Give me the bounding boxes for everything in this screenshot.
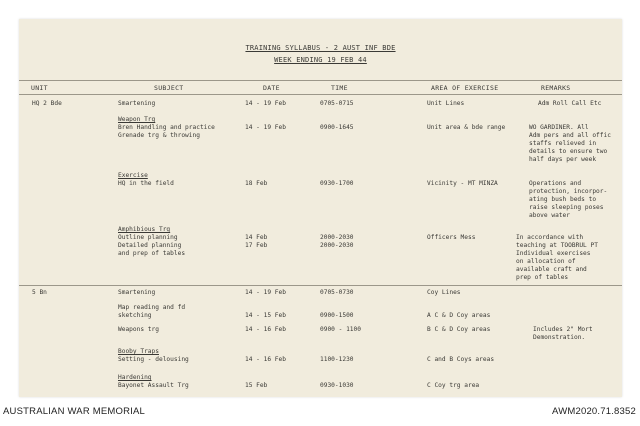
cell-unit: 5 Bn — [32, 289, 47, 296]
cell-time: 0930-1030 — [320, 382, 354, 389]
col-header-date: DATE — [263, 84, 280, 92]
header-rule-top — [19, 80, 622, 81]
cell-area: Unit Lines — [427, 100, 465, 107]
cell-subject: Bayonet Assault Trg — [118, 382, 189, 389]
cell-date: 14 - 19 Feb — [245, 124, 286, 131]
cell-time: 0930-1700 — [320, 180, 354, 187]
cell-remarks: Adm Roll Call Etc — [538, 100, 602, 107]
cell-subject-heading: Weapon Trg — [118, 116, 156, 123]
cell-time: 0900-1500 — [320, 312, 354, 319]
cell-date: 14 Feb 17 Feb — [245, 234, 268, 249]
cell-date: 14 - 15 Feb — [245, 312, 286, 319]
cell-subject-heading: Hardening — [118, 374, 152, 381]
cell-area: A C & D Coy areas — [427, 312, 491, 319]
cell-date: 15 Feb — [245, 382, 268, 389]
footer-institution: AUSTRALIAN WAR MEMORIAL — [3, 406, 146, 417]
cell-time: 0705-0715 — [320, 100, 354, 107]
cell-area: Vicinity - MT MINZA — [427, 180, 498, 187]
cell-area: B C & D Coy areas — [427, 326, 491, 333]
header-rule-bottom — [19, 94, 622, 95]
col-header-subject: SUBJECT — [154, 84, 184, 92]
cell-subject-heading: Exercise — [118, 172, 148, 179]
cell-time: 0705-0730 — [320, 289, 354, 296]
cell-area: Unit area & bde range — [427, 124, 506, 131]
col-header-unit: UNIT — [31, 84, 48, 92]
document-title: TRAINING SYLLABUS - 2 AUST INF BDE — [245, 44, 396, 52]
cell-remarks: Operations and protection, incorpor- ating bush beds to raise sleeping poses above water — [529, 180, 608, 219]
cell-unit: HQ 2 Bde — [32, 100, 62, 107]
cell-time: 0900-1645 — [320, 124, 354, 131]
cell-subject: Outline planning Detailed planning and prep of tables — [118, 234, 186, 257]
cell-time: 2000-2030 2000-2030 — [320, 234, 354, 249]
document-subtitle: WEEK ENDING 19 FEB 44 — [274, 56, 367, 64]
cell-subject: Smartening — [118, 289, 156, 296]
cell-date: 14 - 16 Feb — [245, 326, 286, 333]
col-header-time: TIME — [331, 84, 348, 92]
cell-date: 14 - 19 Feb — [245, 289, 286, 296]
cell-subject-heading: Amphibious Trg — [118, 226, 171, 233]
cell-remarks: Includes 2" Mort Demonstration. — [533, 326, 593, 341]
cell-area: Coy Lines — [427, 289, 461, 296]
cell-subject: Smartening — [118, 100, 156, 107]
cell-time: 1100-1230 — [320, 356, 354, 363]
cell-subject-heading: Booby Traps — [118, 348, 159, 355]
cell-subject: HQ in the field — [118, 180, 174, 187]
cell-date: 14 - 19 Feb — [245, 100, 286, 107]
cell-subject: Bren Handling and practice Grenade trg & throwing — [118, 124, 215, 139]
cell-remarks: In accordance with teaching at TOOBRUL PT Individual exercises on allocation of available craft and prep of tables — [516, 234, 598, 281]
col-header-remarks: REMARKS — [541, 84, 571, 92]
cell-area: C Coy trg area — [427, 382, 480, 389]
cell-date: 18 Feb — [245, 180, 268, 187]
cell-subject: Map reading and fd sketching — [118, 304, 186, 319]
cell-subject: Setting - delousing — [118, 356, 189, 363]
cell-time: 0900 - 1100 — [320, 326, 361, 333]
cell-area: Officers Mess — [427, 234, 476, 241]
section-divider — [19, 285, 622, 286]
cell-remarks: WO GARDINER. All Adm pers and all offic staffs relieved in details to ensure two half days per week — [529, 124, 611, 163]
document-sheet — [19, 19, 622, 397]
cell-date: 14 - 16 Feb — [245, 356, 286, 363]
cell-subject: Weapons trg — [118, 326, 159, 333]
col-header-area: AREA OF EXERCISE — [431, 84, 499, 92]
footer-accession-number: AWM2020.71.8352 — [552, 406, 636, 417]
cell-area: C and B Coys areas — [427, 356, 495, 363]
